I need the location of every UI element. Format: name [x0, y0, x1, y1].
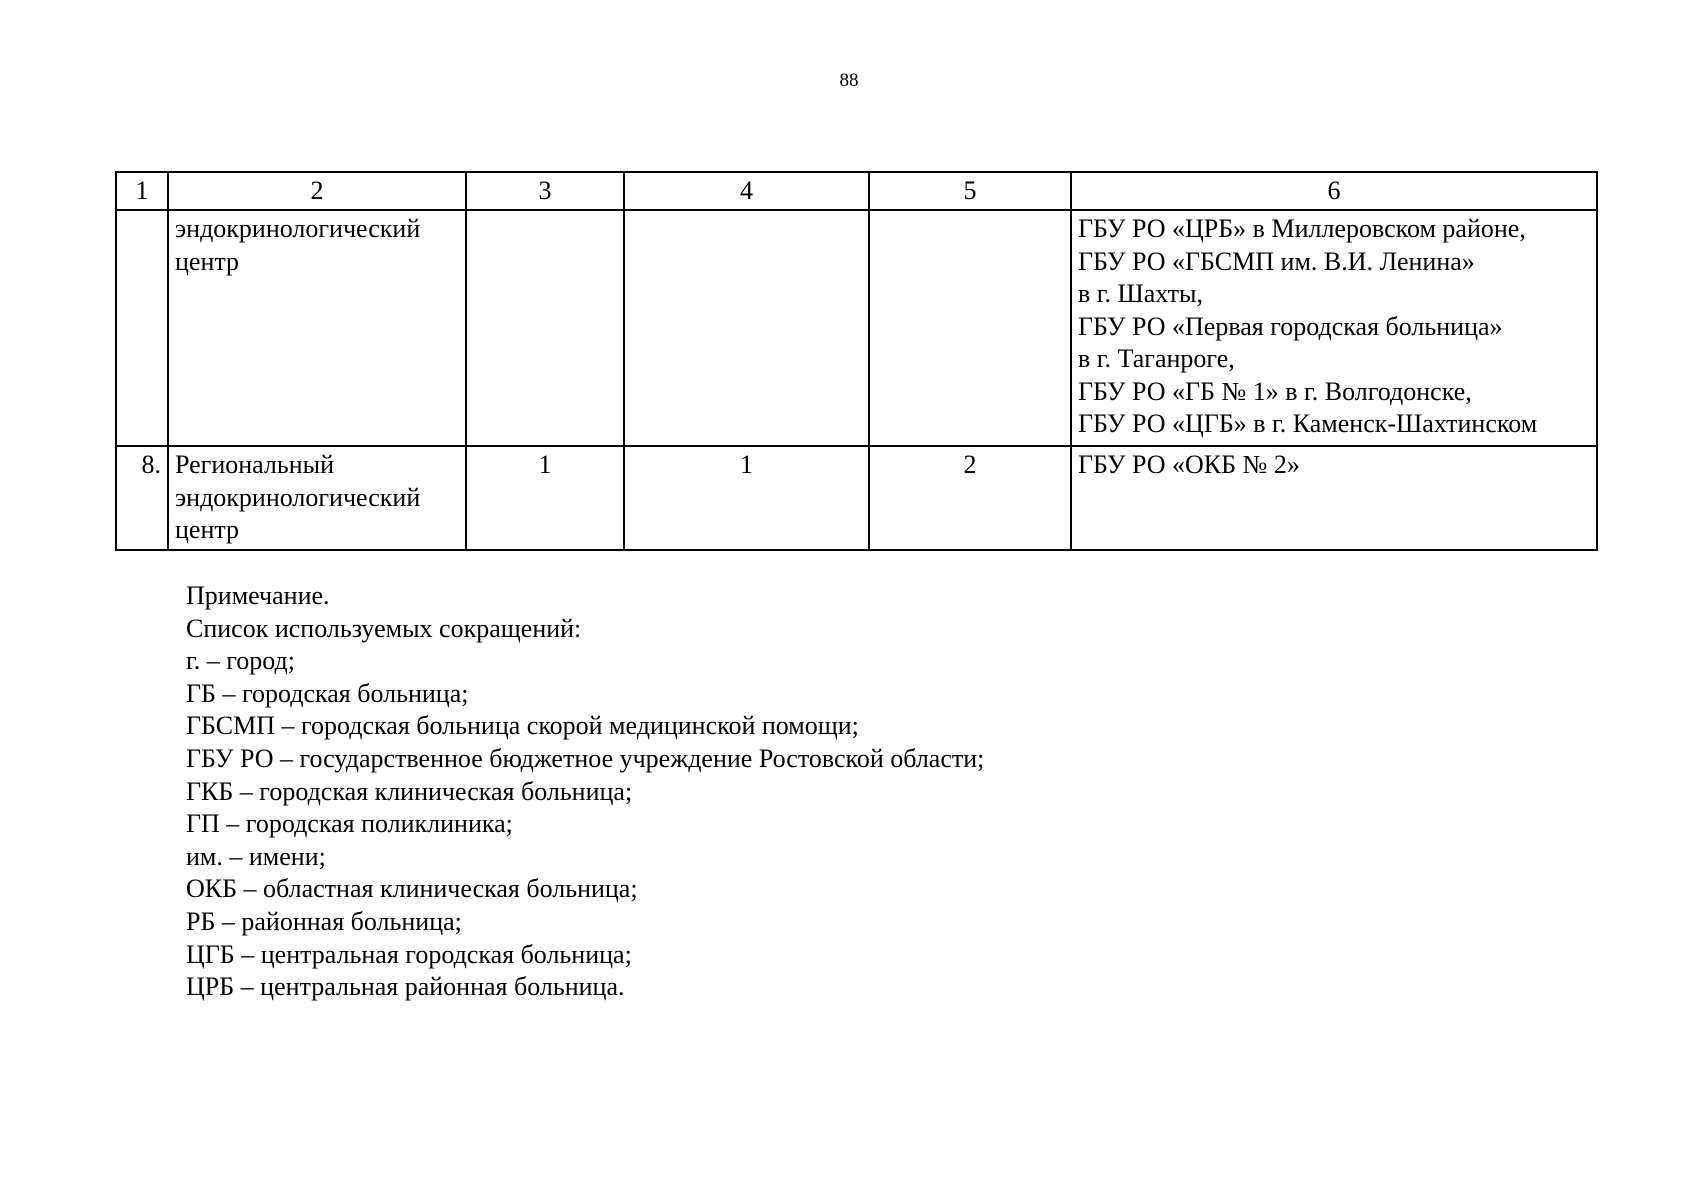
- institution-line: ГБУ РО «ГБСМП им. В.И. Ленина»: [1078, 246, 1475, 276]
- abbreviations-note: [186, 580, 984, 1004]
- institution-line: ГБУ РО «ЦРБ» в Миллеровском районе,: [1078, 214, 1526, 243]
- table-header-row: [116, 172, 1597, 210]
- institutions-cell: [1071, 210, 1597, 446]
- table-row: [116, 446, 1597, 550]
- header-cell: 6: [1071, 172, 1597, 210]
- institution-line: в г. Таганроге,: [1078, 344, 1235, 373]
- header-cell: 3: [466, 172, 624, 210]
- value-cell: 1: [466, 446, 624, 550]
- abbreviation-item: ГБ – городская больница;: [186, 678, 469, 708]
- value-cell: 1: [624, 446, 869, 550]
- abbreviation-item: ГБУ РО – государственное бюджетное учреждение Ростовской области;: [186, 743, 985, 773]
- institution-line: ГБУ РО «ГБ № 1» в г. Волгодонске,: [1078, 376, 1472, 406]
- center-name-cell: [168, 210, 466, 446]
- center-name-line: эндокринологический: [175, 214, 421, 243]
- institution-line: ГБУ РО «ЦГБ» в г. Каменск-Шахтинском: [1078, 409, 1538, 438]
- row-number-cell: 8.: [116, 446, 168, 550]
- abbreviation-item: ГКБ – городская клиническая больница;: [186, 776, 633, 806]
- header-cell: 1: [116, 172, 168, 210]
- institution-line: ГБУ РО «Первая городская больница»: [1078, 311, 1503, 341]
- abbreviation-item: ЦГБ – центральная городская больница;: [186, 939, 632, 969]
- abbreviation-item: ЦРБ – центральная районная больница.: [186, 972, 625, 1002]
- institutions-cell: [1071, 446, 1597, 550]
- abbreviation-item: ГП – городская поликлиника;: [186, 809, 513, 839]
- value-cell: [869, 210, 1071, 446]
- center-name-line: эндокринологический: [175, 482, 421, 512]
- institution-line: в г. Шахты,: [1078, 279, 1203, 308]
- note-subtitle: Список используемых сокращений:: [186, 613, 582, 643]
- abbreviation-item: им. – имени;: [186, 841, 326, 871]
- center-name-line: центр: [175, 515, 240, 544]
- center-name-line: Региональный: [175, 450, 335, 479]
- abbreviation-item: г. – город;: [186, 646, 295, 676]
- row-number-cell: [116, 210, 168, 446]
- institution-line: ГБУ РО «ОКБ № 2»: [1078, 450, 1300, 479]
- abbreviation-item: ОКБ – областная клиническая больница;: [186, 874, 638, 904]
- value-cell: [624, 210, 869, 446]
- abbreviation-item: РБ – районная больница;: [186, 906, 462, 936]
- table-row: [116, 210, 1597, 446]
- data-table: [115, 171, 1598, 551]
- page-number: 88: [839, 70, 859, 91]
- value-cell: [466, 210, 624, 446]
- abbreviation-item: ГБСМП – городская больница скорой медицинской помощи;: [186, 711, 859, 741]
- header-cell: 5: [869, 172, 1071, 210]
- value-cell: 2: [869, 446, 1071, 550]
- center-name-cell: [168, 446, 466, 550]
- note-title: Примечание.: [186, 581, 330, 610]
- header-cell: 4: [624, 172, 869, 210]
- header-cell: 2: [168, 172, 466, 210]
- center-name-line: центр: [175, 246, 240, 276]
